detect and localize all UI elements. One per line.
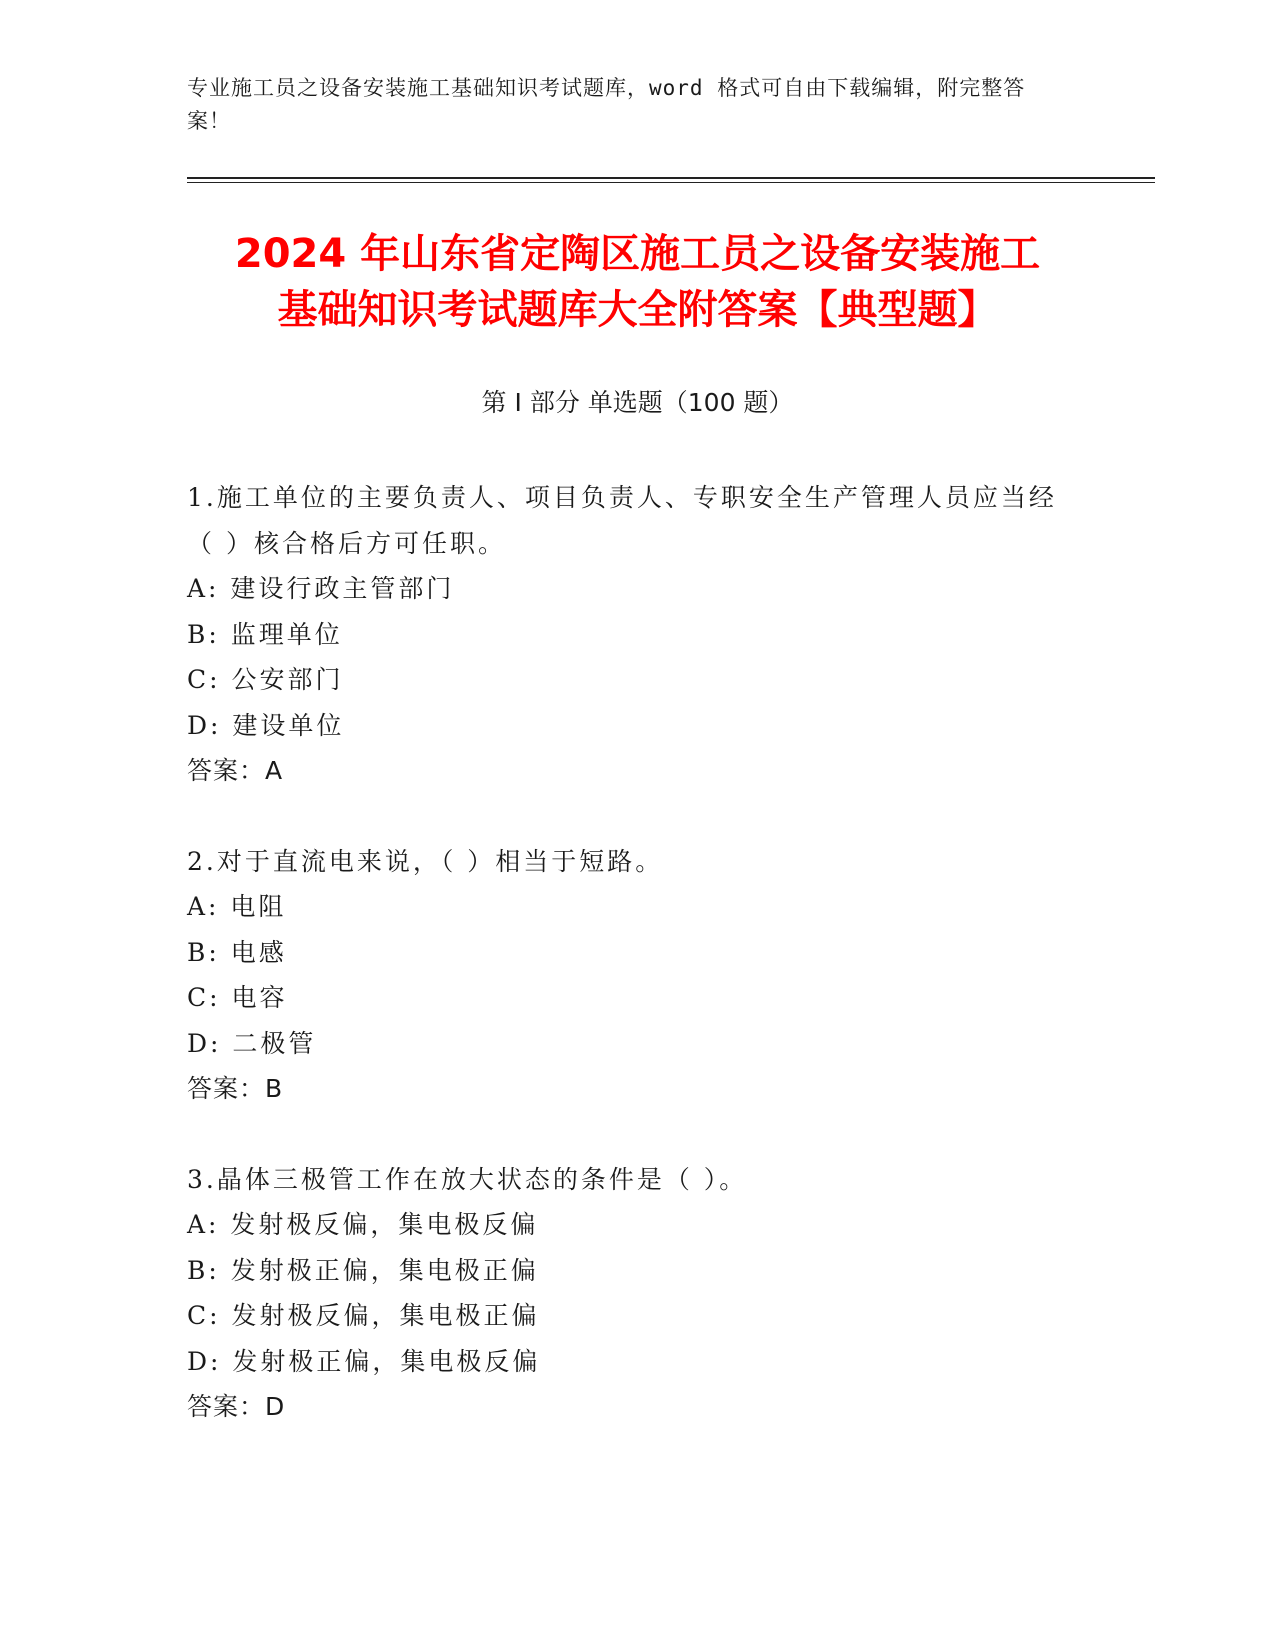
header-rule-thin [187, 182, 1155, 183]
question-list [187, 475, 1067, 1475]
option-a: A: 电阻 [187, 892, 287, 921]
question-1 [187, 475, 1067, 794]
document-title [130, 226, 1145, 338]
option-c: C: 电容 [187, 983, 288, 1012]
answer: 答案：A [187, 756, 284, 785]
title-line-2: 基础知识考试题库大全附答案【典型题】 [277, 287, 998, 333]
question-stem: 1.施工单位的主要负责人、项目负责人、专职安全生产管理人员应当经（ ）核合格后方可任职。 [187, 483, 1057, 558]
option-c: C: 发射极反偏，集电极正偏 [187, 1301, 540, 1330]
option-d: D: 二极管 [187, 1028, 317, 1058]
question-stem: 3.晶体三极管工作在放大状态的条件是（ ）。 [187, 1164, 748, 1194]
option-c: C: 公安部门 [187, 665, 344, 694]
answer: 答案：D [187, 1392, 286, 1421]
answer: 答案：B [187, 1074, 284, 1103]
option-d: D: 发射极正偏，集电极反偏 [187, 1346, 541, 1376]
question-stem: 2.对于直流电来说，（ ）相当于短路。 [187, 846, 664, 876]
option-d: D: 建设单位 [187, 710, 345, 740]
option-a: A: 发射极反偏，集电极反偏 [187, 1210, 539, 1239]
section-title: 第 I 部分 单选题（100 题） [481, 388, 794, 417]
option-b: B: 监理单位 [187, 619, 343, 649]
header-rule-thick [187, 177, 1155, 179]
question-2 [187, 839, 1067, 1112]
title-line-1: 2024 年山东省定陶区施工员之设备安装施工 [234, 231, 1041, 277]
question-3 [187, 1157, 1067, 1430]
option-a: A: 建设行政主管部门 [187, 574, 455, 603]
option-b: B: 发射极正偏，集电极正偏 [187, 1255, 539, 1285]
header-note: 专业施工员之设备安装施工基础知识考试题库，word 格式可自由下载编辑，附完整答案！ [187, 76, 1026, 133]
option-b: B: 电感 [187, 937, 287, 967]
